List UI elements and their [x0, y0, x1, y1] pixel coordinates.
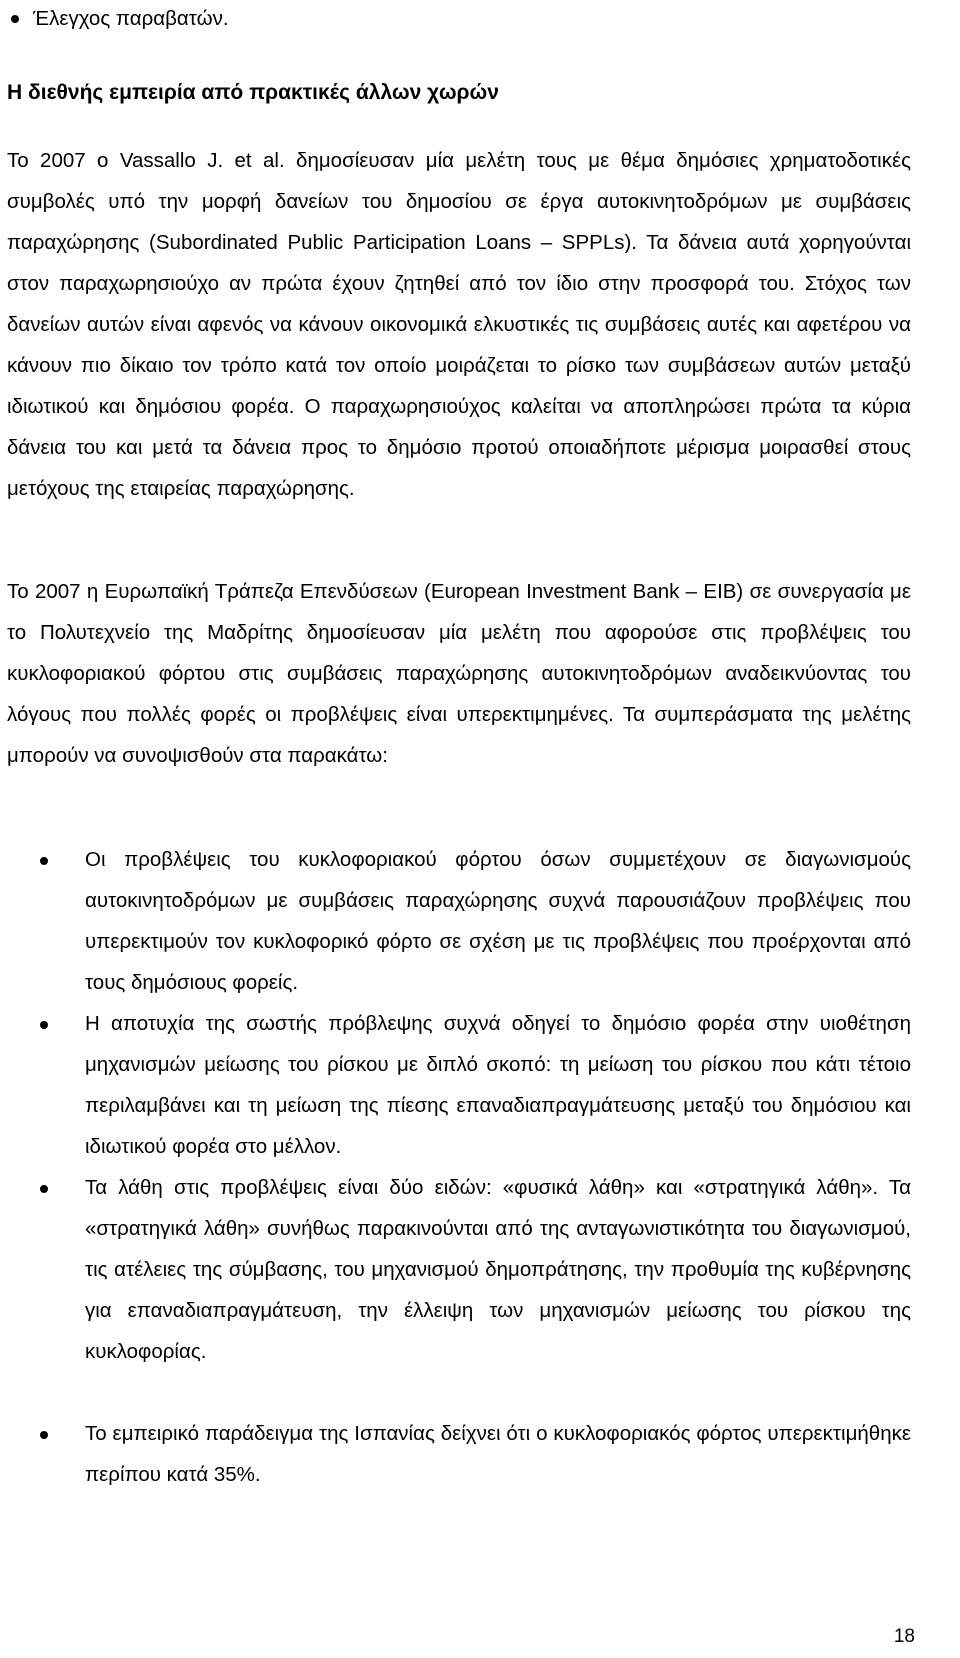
- bullet-icon: [40, 1185, 48, 1193]
- list-item: Η αποτυχία της σωστής πρόβλεψης συχνά οδηγεί το δημόσιο φορέα στην υιοθέτηση μηχανισμών μείωσης του ρίσκου με διπλό σκοπό: τη μείωση του ρίσκου που κάτι τέτοιο περιλαμβάνει και τη μείωση της πίεσης επαναδιαπραγμάτευσης μεταξύ του δημόσιου και ιδιωτικού φορέα στο μέλλον.: [85, 1012, 911, 1158]
- top-bullet-text: Έλεγχος παραβατών.: [33, 7, 229, 30]
- bullet-icon: [40, 857, 48, 865]
- bullet-icon: [11, 15, 19, 23]
- bullet-icon: [40, 1431, 48, 1439]
- list-item: Το εμπειρικό παράδειγμα της Ισπανίας δείχνει ότι ο κυκλοφοριακός φόρτος υπερεκτιμήθηκε περίπου κατά 35%.: [85, 1422, 911, 1486]
- paragraph-vassallo: Το 2007 ο Vassallo J. et al. δημοσίευσαν μία μελέτη τους με θέμα δημόσιες χρηματοδοτικές συμβολές υπό την μορφή δανείων του δημοσίου σε έργα αυτοκινητοδρόμων με συμβάσεις παραχώρησης (Subordinated Public Participation Loans – SPPLs). Τα δάνεια αυτά χορηγούνται στον παραχωρησιούχο αν πρώτα έχουν ζητηθεί από τον ίδιο στην προσφορά του. Στόχος των δανείων αυτών είναι αφενός να κάνουν οικονομικά ελκυστικές τις συμβάσεις αυτές και αφετέρου να κάνουν πιο δίκαιο τον τρόπο κατά τον οποίο μοιράζεται το ρίσκο των συμβάσεων αυτών μεταξύ ιδιωτικού και δημόσιου φορέα. Ο παραχωρησιούχος καλείται να αποπληρώσει πρώτα τα κύρια δάνεια του και μετά τα δάνεια προς το δημόσιο προτού οποιαδήποτε μέρισμα μοιρασθεί στους μετόχους της εταιρείας παραχώρησης.: [7, 149, 911, 500]
- list-item: Τα λάθη στις προβλέψεις είναι δύο ειδών: «φυσικά λάθη» και «στρατηγικά λάθη». Τα «στρατηγικά λάθη» συνήθως παρακινούνται από της ανταγωνιστικότητα του διαγωνισμού, τις ατέλειες της σύμβασης, του μηχανισμού δημοπράτησης, την προθυμία της κυβέρνησης για επαναδιαπραγμάτευση, την έλλειψη των μηχανισμών μείωσης του ρίσκου της κυκλοφορίας.: [85, 1176, 911, 1363]
- list-item: Οι προβλέψεις του κυκλοφοριακού φόρτου όσων συμμετέχουν σε διαγωνισμούς αυτοκινητοδρόμων με συμβάσεις παραχώρησης συχνά παρουσιάζουν προβλέψεις που υπερεκτιμούν τον κυκλοφορικό φόρτο σε σχέση με τις προβλέψεις που προέρχονται από τους δημόσιους φορείς.: [85, 848, 911, 994]
- page-number: 18: [893, 1626, 915, 1647]
- section-heading: Η διεθνής εμπειρία από πρακτικές άλλων χωρών: [7, 81, 499, 104]
- paragraph-eib: Το 2007 η Ευρωπαϊκή Τράπεζα Επενδύσεων (European Investment Bank – EIB) σε συνεργασία με το Πολυτεχνείο της Μαδρίτης δημοσίευσαν μία μελέτη που αφορούσε στις προβλέψεις του κυκλοφοριακού φόρτου στις συμβάσεις παραχώρησης αυτοκινητοδρόμων αναδεικνύοντας του λόγους που πολλές φορές οι προβλέψεις είναι υπερεκτιμημένες. Τα συμπεράσματα της μελέτης μπορούν να συνοψισθούν στα παρακάτω:: [7, 580, 911, 767]
- bullet-icon: [40, 1021, 48, 1029]
